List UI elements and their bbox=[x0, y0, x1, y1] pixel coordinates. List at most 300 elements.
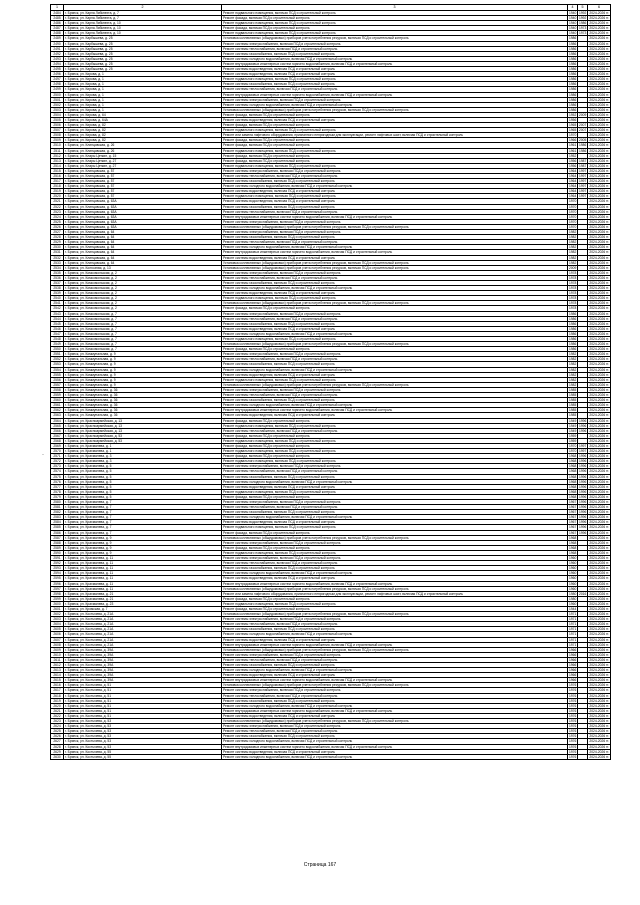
cell-work-type: Ремонт внутридомовых инженерных систем горячего водоснабжения, включая ПСД и строительный контроль bbox=[222, 92, 568, 97]
cell-work-type: Ремонт фасада, включая ПСД и строительный контроль bbox=[222, 606, 568, 611]
cell-row-number: 2579 bbox=[51, 494, 64, 499]
cell-build-year: 1986 bbox=[569, 82, 577, 87]
cell-work-type: Ремонт системы электроснабжения, включая ПСД и строительный контроль bbox=[222, 219, 568, 224]
cell-row-number: 2612 bbox=[51, 663, 64, 668]
cell-build-year: 1940 bbox=[569, 31, 577, 36]
cell-period: 2024-2026 гг. bbox=[589, 342, 609, 347]
cell-row-number: 2583 bbox=[51, 515, 64, 520]
cell-period: 2024-2026 гг. bbox=[589, 734, 609, 739]
cell-row-number: 2517 bbox=[51, 179, 64, 184]
cell-build-year: 1976 bbox=[569, 744, 577, 749]
cell-address: г. Брянск, ул. Крахмалева, д. 7 bbox=[64, 505, 222, 510]
cell-build-year: 1976 bbox=[569, 698, 577, 703]
cell-row-number: 2618 bbox=[51, 693, 64, 698]
cell-address: г. Брянск, ул. Клинцовская, д. 64 bbox=[64, 250, 222, 255]
cell-build-year: 1966 bbox=[569, 668, 577, 673]
cell-row-number: 2484 bbox=[51, 11, 64, 16]
cell-work-type: Ремонт системы холодного водоснабжения, включая ПСД и строительный контроль bbox=[222, 56, 568, 61]
cell-repair-year: 2007 bbox=[579, 128, 587, 133]
cell-work-type: Ремонт подвального помещения, включая ПСД и строительный контроль bbox=[222, 449, 568, 454]
cell-build-year: 1986 bbox=[569, 326, 577, 331]
cell-row-number: 2611 bbox=[51, 657, 64, 662]
cell-address: г. Брянск, ул. Костычева, д. 21А bbox=[64, 627, 222, 632]
cell-row-number: 2488 bbox=[51, 31, 64, 36]
cell-row-number: 2626 bbox=[51, 734, 64, 739]
cell-row-number: 2544 bbox=[51, 316, 64, 321]
cell-repair-year: 1997 bbox=[579, 168, 587, 173]
cell-build-year: 1965 bbox=[569, 128, 577, 133]
cell-work-type: Ремонт фасада, включая ПСД и строительный контроль bbox=[222, 112, 568, 117]
cell-build-year: 1956 bbox=[569, 117, 577, 122]
cell-work-type: Ремонт системы холодного водоснабжения, включая ПСД и строительный контроль bbox=[222, 184, 568, 189]
cell-address: г. Брянск, ул. Красноармейская, д. 53 bbox=[64, 433, 222, 438]
cell-address: г. Брянск, ул. Костычева, д. 51 bbox=[64, 683, 222, 688]
cell-work-type: Ремонт фасада, включая ПСД и строительный контроль bbox=[222, 153, 568, 158]
cell-address: г. Брянск, ул. Костычева, д. 53 bbox=[64, 734, 222, 739]
cell-address: г. Брянск, ул. Кирова, д. 1 bbox=[64, 107, 222, 112]
cell-row-number: 2588 bbox=[51, 540, 64, 545]
cell-address: г. Брянск, ул. Комсомольская, д. 2 bbox=[64, 275, 222, 280]
cell-build-year: 1982 bbox=[569, 367, 577, 372]
cell-period: 2024-2026 гг. bbox=[589, 143, 609, 148]
cell-work-type: Установка коллективных (общедомовых) приборов учета потребления ресурсов, включая ПСД и строительный контроль bbox=[222, 224, 568, 229]
cell-row-number: 2485 bbox=[51, 16, 64, 21]
column-number-4: 4 bbox=[568, 5, 578, 11]
cell-row-number: 2580 bbox=[51, 500, 64, 505]
cell-period: 2024-2026 гг. bbox=[589, 189, 609, 194]
cell-period: 2024-2026 гг. bbox=[589, 408, 609, 413]
cell-row-number: 2575 bbox=[51, 474, 64, 479]
cell-row-number: 2539 bbox=[51, 291, 64, 296]
cell-build-year: 1944 bbox=[569, 606, 577, 611]
cell-address: г. Брянск, ул. Коммунальная, д. 9 bbox=[64, 372, 222, 377]
cell-row-number: 2547 bbox=[51, 331, 64, 336]
cell-repair-year: 1996 bbox=[579, 489, 587, 494]
cell-build-year: 1978 bbox=[569, 280, 577, 285]
cell-address: г. Брянск, ул. Кирова, д. 1 bbox=[64, 87, 222, 92]
cell-period: 2024-2026 гг. bbox=[589, 362, 609, 367]
cell-address: г. Брянск, ул. Крахмалева, д. 11 bbox=[64, 576, 222, 581]
cell-address: г. Брянск, ул. Коммунальная, д. 9 bbox=[64, 352, 222, 357]
cell-period: 2024-2026 гг. bbox=[589, 31, 609, 36]
cell-build-year: 1985 bbox=[569, 408, 577, 413]
cell-work-type: Ремонт подвального помещения, включая ПСД и строительный контроль bbox=[222, 148, 568, 153]
cell-address: г. Брянск, ул. Крахмалева, д. 3 bbox=[64, 454, 222, 459]
cell-period: 2024-2026 гг. bbox=[589, 72, 609, 77]
cell-address: г. Брянск, ул. Крахмалева, д. 9 bbox=[64, 540, 222, 545]
cell-work-type: Ремонт системы газоснабжения, включая ПСД и строительный контроль bbox=[222, 280, 568, 285]
cell-period: 2024-2026 гг. bbox=[589, 556, 609, 561]
cell-repair-year: 1996 bbox=[579, 469, 587, 474]
cell-work-type: Ремонт подвального помещения, включая ПСД и строительный контроль bbox=[222, 423, 568, 428]
cell-period: 2024-2026 гг. bbox=[589, 520, 609, 525]
cell-address: г. Брянск, ул. Кирова, д. 64А bbox=[64, 117, 222, 122]
cell-row-number: 2622 bbox=[51, 713, 64, 718]
cell-work-type: Ремонт внутридомовых инженерных систем горячего водоснабжения, включая ПСД и строительный контроль bbox=[222, 744, 568, 749]
cell-address: г. Брянск, ул. Крахмалева, д. 5 bbox=[64, 469, 222, 474]
cell-work-type: Ремонт системы водоотведения, включая ПСД и строительный контроль bbox=[222, 117, 568, 122]
margin-mark: · bbox=[42, 452, 44, 458]
cell-work-type: Ремонт подвального помещения, включая ПСД и строительный контроль bbox=[222, 128, 568, 133]
cell-repair-year: 1986 bbox=[579, 21, 587, 26]
cell-period: 2024-2026 гг. bbox=[589, 698, 609, 703]
cell-period: 2024-2026 гг. bbox=[589, 138, 609, 143]
cell-period: 2024-2026 гг. bbox=[589, 117, 609, 122]
cell-address: г. Брянск, ул. Коммунальная, д. 9 bbox=[64, 357, 222, 362]
cell-build-year: 1976 bbox=[569, 683, 577, 688]
cell-address: г. Брянск, ул. Карла Либкнехта, д. 10 bbox=[64, 26, 222, 31]
cell-work-type: Ремонт системы электроснабжения, включая ПСД и строительный контроль bbox=[222, 688, 568, 693]
cell-period: 2024-2026 гг. bbox=[589, 663, 609, 667]
table-row bbox=[51, 754, 611, 759]
cell-row-number: 2564 bbox=[51, 418, 64, 423]
cell-row-number: 2598 bbox=[51, 591, 64, 596]
cell-period: 2024-2026 гг. bbox=[589, 713, 609, 718]
cell-work-type: Ремонт фасада, включая ПСД и строительный контроль bbox=[222, 26, 568, 31]
cell-build-year: 1960 bbox=[569, 576, 577, 581]
cell-row-number: 2602 bbox=[51, 612, 64, 617]
cell-work-type: Ремонт фасада, включая ПСД и строительный контроль bbox=[222, 418, 568, 423]
cell-address: г. Брянск, ул. Костычева, д. 21А bbox=[64, 612, 222, 617]
cell-period: 2024-2026 гг. bbox=[589, 347, 609, 352]
cell-work-type: Ремонт системы холодного водоснабжения, включая ПСД и строительный контроль bbox=[222, 571, 568, 576]
cell-build-year: 1982 bbox=[569, 382, 577, 387]
cell-work-type: Ремонт системы газоснабжения, включая ПСД и строительный контроль bbox=[222, 204, 568, 209]
cell-period: 2024-2026 гг. bbox=[589, 194, 609, 199]
cell-work-type: Ремонт системы водоотведения, включая ПСД и строительный контроль bbox=[222, 413, 568, 418]
cell-period: 2024-2026 гг. bbox=[589, 270, 609, 275]
cell-repair-year: 2007 bbox=[579, 123, 587, 128]
cell-build-year: 1968 bbox=[569, 550, 577, 555]
cell-address: г. Брянск, ул. Крахмалева, д. 7 bbox=[64, 520, 222, 525]
cell-row-number: 2516 bbox=[51, 174, 64, 179]
cell-build-year: 1986 bbox=[569, 61, 577, 66]
schedule-sheet bbox=[50, 4, 610, 760]
cell-address: г. Брянск, ул. Крахмалева, д. 11 bbox=[64, 581, 222, 586]
cell-build-year: 1986 bbox=[569, 72, 577, 77]
cell-row-number: 2491 bbox=[51, 46, 64, 51]
cell-row-number: 2500 bbox=[51, 92, 64, 97]
cell-build-year: 1960 bbox=[569, 581, 577, 586]
cell-build-year: 1986 bbox=[569, 97, 577, 102]
cell-period: 2024-2026 гг. bbox=[589, 331, 609, 336]
cell-address: г. Брянск, ул. Карла Либкнехта, д. 10 bbox=[64, 21, 222, 26]
cell-work-type: Ремонт системы водоотведения, включая ПСД и строительный контроль bbox=[222, 673, 568, 678]
cell-row-number: 2563 bbox=[51, 413, 64, 418]
cell-row-number: 2536 bbox=[51, 275, 64, 280]
page-number: Страница 167 bbox=[303, 862, 337, 868]
cell-period: 2024-2026 гг. bbox=[589, 46, 609, 51]
cell-work-type: Ремонт подвального помещения, включая ПСД и строительный контроль bbox=[222, 377, 568, 382]
cell-row-number: 2571 bbox=[51, 454, 64, 459]
cell-build-year: 1970 bbox=[569, 224, 577, 229]
cell-work-type: Ремонт системы холодного водоснабжения, включая ПСД и строительный контроль bbox=[222, 403, 568, 408]
cell-address: г. Брянск, ул. Костычева, д. 51 bbox=[64, 688, 222, 693]
cell-build-year: 1966 bbox=[569, 652, 577, 657]
cell-build-year: 2009 bbox=[569, 265, 577, 270]
cell-build-year: 1982 bbox=[569, 372, 577, 377]
cell-address: г. Брянск, ул. Крахмалева, д. 11 bbox=[64, 571, 222, 576]
cell-address: г. Брянск, ул. Крахмалева, д. 5 bbox=[64, 489, 222, 494]
cell-repair-year: 1973 bbox=[579, 26, 587, 31]
cell-period: 2024-2026 гг. bbox=[589, 311, 609, 316]
cell-build-year: 1982 bbox=[569, 250, 577, 255]
cell-row-number: 2509 bbox=[51, 138, 64, 143]
cell-row-number: 2543 bbox=[51, 311, 64, 316]
cell-work-type: Ремонт системы теплоснабжения, включая ПСД и строительный контроль bbox=[222, 357, 568, 362]
cell-row-number: 2506 bbox=[51, 123, 64, 128]
cell-row-number: 2519 bbox=[51, 189, 64, 194]
cell-build-year: 1986 bbox=[569, 46, 577, 51]
cell-build-year: 1982 bbox=[569, 357, 577, 362]
cell-build-year: 1964 bbox=[569, 168, 577, 173]
cell-address: г. Брянск, ул. Костычева, д. 21А bbox=[64, 637, 222, 642]
cell-period: 2024-2026 гг. bbox=[589, 306, 609, 311]
cell-build-year: 1986 bbox=[569, 41, 577, 46]
cell-build-year: 1976 bbox=[569, 688, 577, 693]
cell-period: 2024-2026 гг. bbox=[589, 494, 609, 499]
cell-build-year: 1968 bbox=[569, 459, 577, 464]
cell-period: 2024-2026 гг. bbox=[589, 51, 609, 56]
cell-build-year: 1967 bbox=[569, 515, 577, 520]
cell-period: 2024-2026 гг. bbox=[589, 214, 609, 219]
cell-address: г. Брянск, ул. Костычева, д. 39А bbox=[64, 678, 222, 683]
cell-period: 2024-2026 гг. bbox=[589, 591, 609, 596]
cell-build-year: 1976 bbox=[569, 703, 577, 708]
cell-period: 2024-2026 гг. bbox=[589, 260, 609, 265]
cell-period: 2024-2026 гг. bbox=[589, 209, 609, 214]
cell-address: г. Брянск, ул. Кирова, д. 1 bbox=[64, 82, 222, 87]
cell-row-number: 2603 bbox=[51, 617, 64, 622]
cell-period: 2024-2026 гг. bbox=[589, 637, 609, 642]
cell-address: г. Брянск, ул. Клинцовская, д. 63А bbox=[64, 219, 222, 224]
cell-row-number: 2557 bbox=[51, 382, 64, 387]
cell-build-year: 1968 bbox=[569, 469, 577, 474]
cell-repair-year: 1996 bbox=[579, 479, 587, 484]
cell-address: г. Брянск, ул. Кирова, д. 1 bbox=[64, 97, 222, 102]
cell-work-type: Ремонт подвального помещения, включая ПСД и строительный контроль bbox=[222, 550, 568, 555]
cell-row-number: 2501 bbox=[51, 97, 64, 102]
cell-period: 2024-2026 гг. bbox=[589, 367, 609, 372]
cell-build-year: 1985 bbox=[569, 403, 577, 408]
cell-build-year: 1982 bbox=[569, 240, 577, 245]
cell-work-type: Ремонт системы водоотведения, включая ПСД и строительный контроль bbox=[222, 484, 568, 489]
cell-period: 2024-2026 гг. bbox=[589, 561, 609, 566]
cell-work-type: Ремонт системы электроснабжения, включая ПСД и строительный контроль bbox=[222, 556, 568, 561]
cell-row-number: 2586 bbox=[51, 530, 64, 535]
cell-row-number: 2532 bbox=[51, 255, 64, 260]
cell-work-type: Ремонт системы электроснабжения, включая ПСД и строительный контроль bbox=[222, 168, 568, 173]
cell-address: г. Брянск, ул. Кирова, д. 82 bbox=[64, 133, 222, 138]
cell-row-number: 2558 bbox=[51, 387, 64, 392]
cell-build-year: 1960 bbox=[569, 571, 577, 576]
cell-work-type: Ремонт системы холодного водоснабжения, включая ПСД и строительный контроль bbox=[222, 632, 568, 637]
cell-row-number: 2552 bbox=[51, 357, 64, 362]
cell-period: 2024-2026 гг. bbox=[589, 36, 609, 41]
cell-work-type: Ремонт системы газоснабжения, включая ПСД и строительный контроль bbox=[222, 321, 568, 326]
cell-repair-year: 1973 bbox=[579, 31, 587, 36]
cell-period: 2024-2026 гг. bbox=[589, 372, 609, 377]
cell-period: 2024-2026 гг. bbox=[589, 337, 609, 341]
cell-address: г. Брянск, ул. Крахмалева, д. 3 bbox=[64, 459, 222, 464]
cell-build-year: 1971 bbox=[569, 617, 577, 622]
cell-work-type: Ремонт фасада, включая ПСД и строительный контроль bbox=[222, 143, 568, 148]
cell-period: 2024-2026 гг. bbox=[589, 612, 609, 617]
cell-repair-year: 1997 bbox=[579, 174, 587, 178]
cell-row-number: 2505 bbox=[51, 117, 64, 122]
cell-build-year: 1978 bbox=[569, 286, 577, 291]
cell-work-type: Ремонт внутридомовых инженерных систем горячего водоснабжения, включая ПСД и строительный контроль bbox=[222, 581, 568, 586]
cell-work-type: Установка коллективных (общедомовых) приборов учета потребления ресурсов, включая ПСД и строительный контроль bbox=[222, 36, 568, 41]
cell-period: 2024-2026 гг. bbox=[589, 443, 609, 448]
cell-work-type: Ремонт системы холодного водоснабжения, включая ПСД и строительный контроль bbox=[222, 739, 568, 744]
cell-row-number: 2561 bbox=[51, 403, 64, 408]
cell-repair-year: 1996 bbox=[579, 530, 587, 535]
cell-address: г. Брянск, ул. Костычева, д. 39А bbox=[64, 652, 222, 657]
cell-repair-year: 1997 bbox=[579, 179, 587, 184]
cell-row-number: 2550 bbox=[51, 347, 64, 352]
cell-row-number: 2589 bbox=[51, 545, 64, 550]
table-body bbox=[51, 11, 611, 760]
cell-row-number: 2595 bbox=[51, 576, 64, 581]
cell-row-number: 2502 bbox=[51, 102, 64, 107]
cell-build-year: 1966 bbox=[569, 678, 577, 683]
cell-address: г. Брянск, ул. Крахмалева, д. 11 bbox=[64, 556, 222, 561]
cell-row-number: 2581 bbox=[51, 505, 64, 510]
cell-build-year: 1970 bbox=[569, 204, 577, 209]
cell-row-number: 2623 bbox=[51, 719, 64, 724]
cell-address: г. Брянск, ул. Крахмалева, д. 7 bbox=[64, 515, 222, 520]
cell-work-type: Ремонт подвального помещения, включая ПСД и строительный контроль bbox=[222, 337, 568, 342]
cell-build-year: 1976 bbox=[569, 749, 577, 754]
cell-build-year: 1982 bbox=[569, 260, 577, 265]
cell-build-year: 1968 bbox=[569, 464, 577, 469]
cell-address: г. Брянск, ул. Костычева, д. 39А bbox=[64, 668, 222, 673]
cell-address: г. Брянск, ул. Костычева, д. 39А bbox=[64, 647, 222, 652]
cell-work-type: Ремонт системы электроснабжения, включая ПСД и строительный контроль bbox=[222, 387, 568, 392]
cell-period: 2024-2026 гг. bbox=[589, 158, 609, 163]
cell-work-type: Ремонт системы водоотведения, включая ПСД и строительный контроль bbox=[222, 199, 568, 204]
cell-build-year: 1960 bbox=[569, 586, 577, 591]
cell-address: г. Брянск, ул. Комсомольская, д. 2 bbox=[64, 270, 222, 275]
cell-period: 2024-2026 гг. bbox=[589, 92, 609, 97]
cell-address: г. Брянск, ул. Кирова, д. 82 bbox=[64, 123, 222, 128]
cell-repair-year: 1996 bbox=[579, 510, 587, 515]
cell-work-type: Ремонт системы водоотведения, включая ПСД и строительный контроль bbox=[222, 291, 568, 296]
cell-build-year: 1971 bbox=[569, 632, 577, 637]
cell-address: г. Брянск, ул. Коммунальная, д. 36 bbox=[64, 408, 222, 413]
cell-address: г. Брянск, ул. Карла Либкнехта, д. 7 bbox=[64, 11, 222, 16]
cell-build-year: 1971 bbox=[569, 612, 577, 617]
cell-row-number: 2513 bbox=[51, 158, 64, 163]
cell-address: г. Брянск, ул. Красноармейская, д. 13 bbox=[64, 423, 222, 428]
cell-row-number: 2541 bbox=[51, 301, 64, 306]
cell-work-type: Установка коллективных (общедомовых) приборов учета потребления ресурсов, включая ПСД и строительный контроль bbox=[222, 535, 568, 540]
cell-address: г. Брянск, ул. Крахмалева, д. 1 bbox=[64, 449, 222, 454]
cell-period: 2024-2026 гг. bbox=[589, 199, 609, 204]
cell-row-number: 2496 bbox=[51, 72, 64, 77]
cell-work-type: Ремонт системы холодного водоснабжения, включая ПСД и строительный контроль bbox=[222, 479, 568, 484]
cell-period: 2024-2026 гг. bbox=[589, 703, 609, 708]
cell-period: 2024-2026 гг. bbox=[589, 21, 609, 26]
cell-work-type: Установка коллективных (общедомовых) приборов учета потребления ресурсов, включая ПСД и строительный контроль bbox=[222, 647, 568, 652]
cell-repair-year: 1987 bbox=[579, 163, 587, 168]
cell-row-number: 2497 bbox=[51, 77, 64, 82]
cell-build-year: 1986 bbox=[569, 102, 577, 107]
cell-row-number: 2568 bbox=[51, 438, 64, 443]
cell-build-year: 1971 bbox=[569, 627, 577, 632]
cell-period: 2024-2026 гг. bbox=[589, 571, 609, 576]
cell-row-number: 2601 bbox=[51, 606, 64, 611]
cell-work-type: Ремонт системы газоснабжения, включая ПСД и строительный контроль bbox=[222, 510, 568, 515]
cell-period: 2024-2026 гг. bbox=[589, 622, 609, 627]
cell-repair-year: 2005 bbox=[579, 138, 587, 143]
cell-work-type: Ремонт системы водоотведения, включая ПСД и строительный контроль bbox=[222, 637, 568, 642]
cell-address: г. Брянск, ул. Крахмалева, д. 23 bbox=[64, 601, 222, 606]
cell-row-number: 2515 bbox=[51, 168, 64, 173]
cell-repair-year: 1996 bbox=[579, 454, 587, 459]
cell-address: г. Брянск, ул. Клинцовская, д. 63А bbox=[64, 209, 222, 214]
cell-build-year: 1952 bbox=[569, 153, 577, 158]
cell-period: 2024-2026 гг. bbox=[589, 250, 609, 255]
cell-address: г. Брянск, ул. Клинцовская, д. 64 bbox=[64, 235, 222, 240]
cell-row-number: 2614 bbox=[51, 673, 64, 678]
cell-row-number: 2627 bbox=[51, 739, 64, 744]
cell-work-type: Ремонт системы теплоснабжения, включая ПСД и строительный контроль bbox=[222, 657, 568, 662]
cell-row-number: 2596 bbox=[51, 581, 64, 586]
cell-period: 2024-2026 гг. bbox=[589, 393, 609, 398]
cell-address: г. Брянск, ул. Карла Либкнехта, д. 7 bbox=[64, 16, 222, 21]
cell-period: 2024-2026 гг. bbox=[589, 133, 609, 138]
cell-address: г. Брянск, ул. Крахмалева, д. 11 bbox=[64, 586, 222, 591]
cell-period: 2024-2026 гг. bbox=[589, 469, 609, 474]
cell-row-number: 2553 bbox=[51, 362, 64, 367]
cell-period: 2024-2026 гг. bbox=[589, 719, 609, 724]
cell-row-number: 2590 bbox=[51, 550, 64, 555]
cell-work-type: Ремонт системы газоснабжения, включая ПСД и строительный контроль bbox=[222, 179, 568, 184]
cell-period: 2024-2026 гг. bbox=[589, 540, 609, 545]
cell-period: 2024-2026 гг. bbox=[589, 423, 609, 428]
cell-build-year: 1966 bbox=[569, 138, 577, 143]
cell-period: 2024-2026 гг. bbox=[589, 123, 609, 128]
cell-address: г. Брянск, ул. Костычева, д. 39А bbox=[64, 663, 222, 668]
cell-period: 2024-2026 гг. bbox=[589, 128, 609, 133]
cell-repair-year: 1996 bbox=[579, 505, 587, 510]
cell-row-number: 2555 bbox=[51, 372, 64, 377]
cell-repair-year: 1992 bbox=[579, 16, 587, 21]
cell-work-type: Ремонт системы газоснабжения, включая ПСД и строительный контроль bbox=[222, 734, 568, 739]
cell-work-type: Ремонт внутридомовых инженерных систем горячего водоснабжения, включая ПСД и строительный контроль bbox=[222, 250, 568, 255]
cell-address: г. Брянск, ул. Крахмалева, д. 11 bbox=[64, 566, 222, 571]
cell-work-type: Ремонт фасада, включая ПСД и строительный контроль bbox=[222, 138, 568, 143]
cell-address: г. Брянск, ул. Коммунальная, д. 36 bbox=[64, 403, 222, 408]
cell-work-type: Установка коллективных (общедомовых) приборов учета потребления ресурсов, включая ПСД и строительный контроль bbox=[222, 683, 568, 688]
cell-period: 2024-2026 гг. bbox=[589, 82, 609, 87]
cell-build-year: 1982 bbox=[569, 362, 577, 367]
cell-repair-year: 1996 bbox=[579, 423, 587, 428]
cell-address: г. Брянск, ул. Крахмалева, д. 7 bbox=[64, 500, 222, 505]
cell-period: 2024-2026 гг. bbox=[589, 617, 609, 622]
cell-repair-year: 1996 bbox=[579, 474, 587, 479]
cell-address: г. Брянск, ул. Клинцовская, д. 64 bbox=[64, 260, 222, 265]
cell-build-year: 1968 bbox=[569, 484, 577, 489]
cell-work-type: Ремонт системы водоотведения, включая ПСД и строительный контроль bbox=[222, 749, 568, 754]
cell-build-year: 1960 bbox=[569, 566, 577, 571]
cell-build-year: 1968 bbox=[569, 454, 577, 459]
cell-work-type: Ремонт фасада, включая ПСД и строительный контроль bbox=[222, 306, 568, 311]
cell-address: г. Брянск, ул. Костычева, д. 53 bbox=[64, 739, 222, 744]
cell-address: г. Брянск, ул. Костычева, д. 53 bbox=[64, 719, 222, 724]
